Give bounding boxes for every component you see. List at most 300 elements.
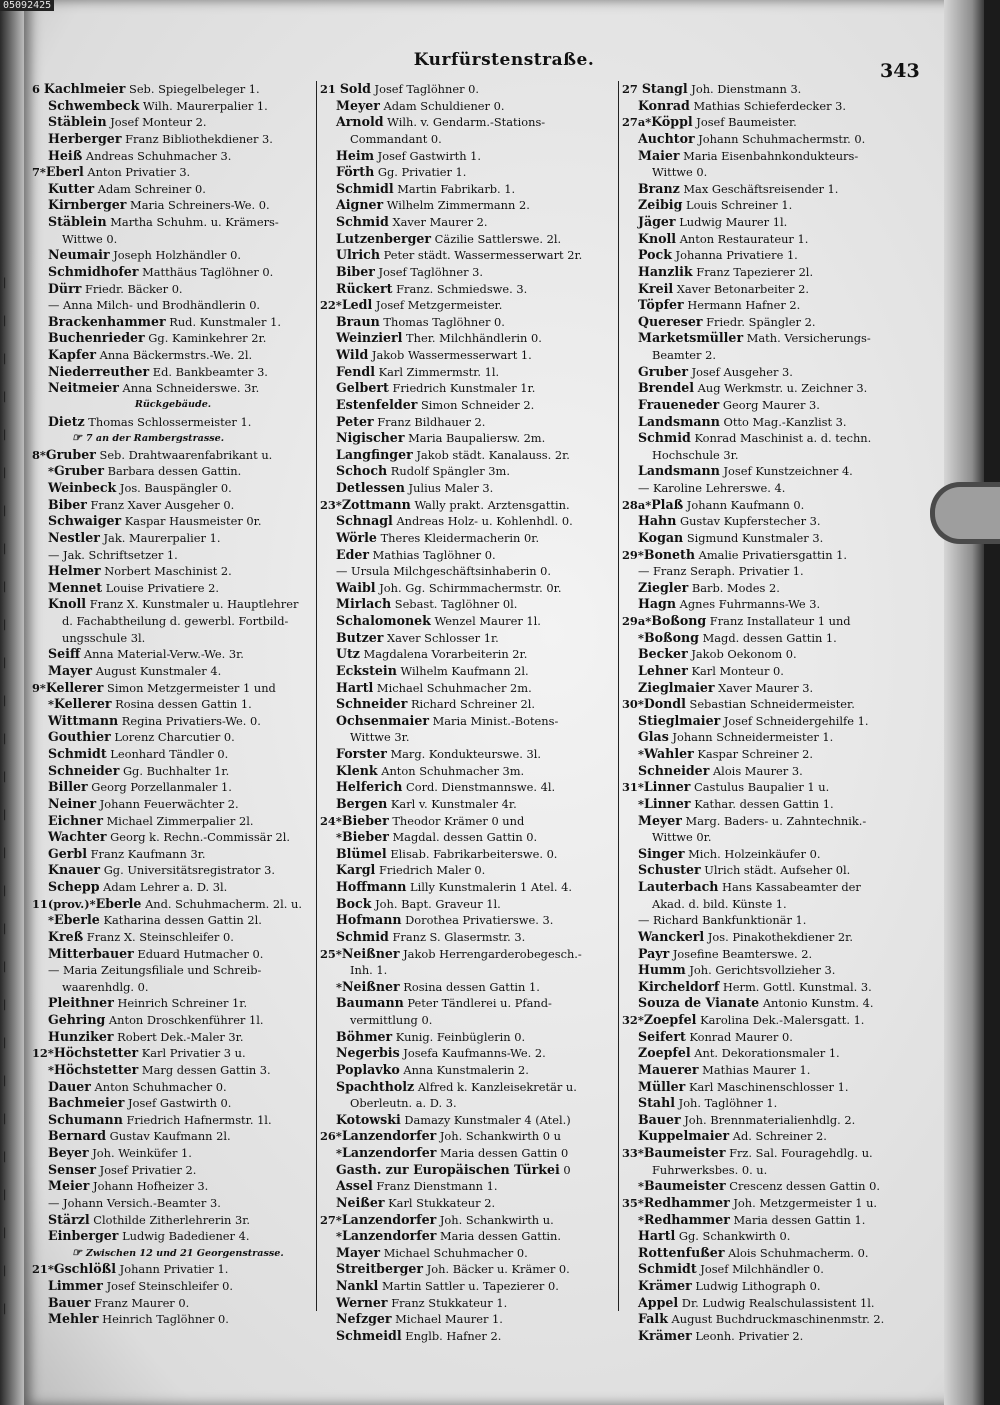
resident-details: Franz S. Glasermstr. 3.	[388, 929, 526, 944]
resident-surname: Hoffmann	[336, 879, 407, 894]
directory-entry	[622, 547, 918, 564]
directory-entry	[622, 979, 918, 996]
directory-entry	[320, 314, 616, 331]
directory-entry	[32, 1195, 314, 1212]
resident-surname: Schalomonek	[336, 613, 431, 628]
pointing-hand-icon: ☞	[72, 431, 82, 445]
directory-entry	[32, 630, 314, 647]
directory-entry	[32, 563, 314, 580]
resident-surname: Weinzierl	[336, 330, 403, 346]
resident-surname: Böhmer	[336, 1028, 393, 1044]
resident-surname: Streitberger	[336, 1261, 424, 1277]
directory-entry	[320, 813, 616, 830]
resident-surname: Wörle	[336, 529, 377, 545]
directory-entry	[32, 81, 314, 98]
resident-details: Joh. Schankwirth 0 u	[436, 1129, 561, 1144]
resident-surname: Ulrich	[336, 247, 381, 263]
house-number: *	[336, 1229, 342, 1244]
resident-details: Ludwig Lithograph 0.	[691, 1279, 821, 1293]
directory-entry	[32, 148, 314, 165]
resident-surname: Arnold	[336, 114, 384, 130]
directory-entry	[320, 281, 616, 298]
resident-surname: Hartl	[336, 679, 374, 695]
resident-surname: Schepp	[48, 879, 100, 894]
resident-details: Jos. Pinakothekdiener 2r.	[704, 929, 853, 944]
resident-surname: Schmid	[638, 430, 691, 446]
resident-surname: Lanzendorfer	[341, 1228, 437, 1244]
resident-surname: Sold	[339, 81, 371, 96]
resident-details: Barb. Modes 2.	[688, 580, 780, 595]
directory-entry	[622, 746, 918, 763]
directory-entry	[32, 796, 314, 813]
directory-entry	[320, 197, 616, 214]
resident-surname: Töpfer	[638, 297, 684, 313]
resident-details: Gg. Universitätsregistrator 3.	[100, 863, 275, 878]
directory-entry	[622, 1012, 918, 1029]
resident-details: Ed. Bankbeamter 3.	[149, 364, 268, 379]
resident-details: Jakob Wassermesserwart 1.	[368, 348, 532, 362]
resident-surname: Mirlach	[336, 596, 392, 612]
resident-details: Anton Schuhmacher 3m.	[377, 763, 525, 778]
resident-details: Alfred k. Kanzleisekretär u.	[414, 1079, 577, 1094]
directory-entry	[320, 1029, 616, 1046]
directory-entry	[32, 330, 314, 347]
resident-details: Maria dessen Gattin.	[436, 1229, 562, 1244]
resident-details: Johanna Privatiere 1.	[671, 248, 798, 263]
house-number: *	[638, 796, 644, 811]
resident-surname: Poplavko	[336, 1061, 400, 1077]
running-head: Kurfürstenstraße.	[413, 50, 595, 70]
directory-entry	[320, 962, 616, 979]
directory-entry	[320, 480, 616, 497]
directory-entry	[622, 513, 918, 530]
resident-surname: Kapfer	[48, 347, 96, 362]
resident-details: — Anna Milch- und Brodhändlerin 0.	[48, 298, 261, 313]
directory-entry	[320, 779, 616, 796]
resident-details: Englb. Hafner 2.	[401, 1328, 502, 1343]
directory-entry	[32, 1128, 314, 1145]
resident-details: Mathias Schieferdecker 3.	[689, 98, 847, 113]
resident-surname: Kargl	[336, 862, 376, 878]
resident-details: Dorothea Privatierswe. 3.	[401, 913, 554, 928]
resident-surname: Landsmann	[638, 463, 720, 479]
resident-details: Mathias Maurer 1.	[698, 1062, 811, 1077]
resident-surname: Schumann	[48, 1111, 123, 1127]
resident-surname: Falk	[638, 1311, 668, 1327]
resident-details: Josef Baumeister.	[692, 115, 797, 130]
resident-details: Wilhelm Kaufmann 2l.	[396, 663, 529, 678]
directory-entry	[320, 1311, 616, 1328]
resident-details: Matthäus Taglöhner 0.	[138, 264, 274, 279]
resident-details: Oberleutn. a. D. 3.	[350, 1096, 457, 1111]
house-number: 27a*	[622, 115, 652, 130]
spine-mark: │	[2, 1077, 8, 1087]
resident-details: Frz. Sal. Fouragehdlg. u.	[725, 1146, 873, 1160]
spine-mark: │	[2, 393, 8, 403]
resident-surname: Eichner	[48, 812, 104, 828]
resident-surname: Nefzger	[336, 1311, 392, 1327]
resident-surname: Schoch	[336, 463, 388, 479]
house-number: 29a*	[622, 614, 652, 628]
directory-entry	[320, 696, 616, 713]
resident-surname: Neiner	[48, 795, 97, 811]
resident-details: Math. Versicherungs-	[743, 331, 871, 346]
resident-surname: Schmidhofer	[48, 263, 139, 279]
directory-entry	[622, 796, 918, 813]
resident-details: Gg. Schankwirth 0.	[675, 1229, 791, 1244]
resident-details: Josef Gastwirth 1.	[374, 148, 482, 163]
directory-entry	[320, 1162, 616, 1179]
resident-surname: Mehler	[48, 1311, 99, 1327]
directory-entry	[622, 330, 918, 347]
directory-entry	[32, 247, 314, 264]
resident-surname: Stäblein	[48, 214, 107, 229]
resident-details: Karl Zimmermstr. 1l.	[375, 364, 500, 379]
paper-clip	[930, 482, 1000, 544]
resident-details: ungsschule 3l.	[62, 630, 146, 645]
resident-surname: Bock	[336, 895, 372, 911]
directory-entry	[622, 314, 918, 331]
directory-entry	[32, 962, 314, 979]
resident-details: Franz Maurer 0.	[90, 1295, 190, 1310]
resident-details: Franz Stukkateur 1.	[387, 1295, 508, 1310]
resident-details: Anton Privatier 3.	[83, 165, 191, 180]
directory-entry	[622, 1112, 918, 1129]
resident-surname: Bernard	[48, 1128, 107, 1144]
resident-details: Josef Kunstzeichner 4.	[719, 464, 853, 479]
house-number: 33*	[622, 1146, 644, 1160]
resident-surname: Einberger	[48, 1228, 119, 1244]
resident-surname: Dürr	[48, 280, 82, 296]
spine-mark: │	[2, 355, 8, 365]
resident-surname: Kutter	[48, 180, 95, 196]
directory-entry	[32, 1278, 314, 1295]
resident-details: Kaspar Schreiner 2.	[693, 747, 814, 761]
resident-details: Amalie Privatiersgattin 1.	[695, 547, 848, 562]
resident-details: Hans Kassabeamter der	[718, 880, 861, 894]
resident-details: Maria dessen Gattin 1.	[729, 1212, 866, 1227]
spine-mark: │	[2, 697, 8, 707]
resident-surname: Kreß	[48, 928, 84, 944]
spine-mark: │	[2, 583, 8, 593]
resident-surname: Souza de Vianate	[638, 995, 760, 1011]
resident-details: Josef Milchhändler 0.	[696, 1262, 824, 1277]
directory-entry	[622, 347, 918, 364]
resident-details: Franz Installateur 1 und	[706, 614, 851, 628]
resident-surname: Hahn	[638, 513, 677, 529]
directory-entry	[32, 1178, 314, 1195]
resident-surname: Heiß	[48, 147, 83, 163]
directory-entry	[32, 530, 314, 547]
resident-details: Franz Kaufmann 3r.	[87, 846, 206, 861]
resident-surname: Senser	[48, 1161, 97, 1177]
resident-surname: Rottenfußer	[638, 1244, 725, 1260]
resident-details: Josef Steinschleifer 0.	[102, 1279, 233, 1293]
directory-entry	[320, 896, 616, 913]
directory-entry	[622, 530, 918, 547]
resident-details: Simon Metzgermeister 1 und	[103, 680, 276, 695]
resident-details: Adam Schuldiener 0.	[379, 98, 505, 113]
house-number: 26*	[320, 1129, 342, 1144]
resident-details: Inh. 1.	[350, 963, 388, 978]
resident-details: Joh. Bapt. Graveur 1l.	[371, 896, 501, 911]
resident-details: Michael Schuhmacher 0.	[380, 1245, 528, 1260]
column-2	[320, 81, 616, 1345]
house-number: 7*	[32, 165, 46, 180]
resident-surname: Konrad	[638, 97, 690, 113]
house-number: 25*	[320, 946, 342, 961]
house-number: *	[336, 1146, 342, 1160]
resident-details: Adam Lehrer a. D. 3l.	[99, 880, 228, 894]
resident-details: Ant. Dekorationsmaler 1.	[690, 1046, 840, 1061]
resident-surname: Seifert	[638, 1028, 686, 1044]
resident-details: Andreas Schuhmacher 3.	[82, 148, 232, 163]
resident-details: Josefine Beamterswe. 2.	[669, 946, 813, 961]
resident-details: Sigmund Kunstmaler 3.	[683, 530, 824, 545]
resident-surname: Lehner	[638, 662, 688, 678]
house-number: *	[48, 1062, 54, 1077]
resident-details: Antonio Kunstm. 4.	[759, 996, 874, 1011]
directory-entry	[32, 463, 314, 480]
resident-surname: Bergen	[336, 795, 388, 811]
resident-details: Marg. Kondukteurswe. 3l.	[386, 747, 542, 761]
directory-entry	[320, 596, 616, 613]
resident-details: Aug Werkmstr. u. Zeichner 3.	[694, 381, 868, 396]
resident-details: Jakob Herrengarderobegesch.-	[399, 946, 582, 961]
directory-entry	[32, 547, 314, 564]
resident-details: Anton Restaurateur 1.	[676, 231, 809, 246]
resident-details: Wally prakt. Arztensgattin.	[410, 497, 570, 512]
resident-surname: Klenk	[336, 762, 378, 778]
resident-surname: Schnagl	[336, 513, 393, 529]
resident-details: Rosina dessen Gattin 1.	[399, 979, 540, 994]
resident-details: Gg. Privatier 1.	[374, 165, 467, 180]
resident-details: Louis Schreiner 1.	[682, 198, 793, 213]
directory-entry	[622, 1128, 918, 1145]
resident-details: Clothilde Zitherlehrerin 3r.	[89, 1212, 251, 1227]
spine-mark: │	[2, 507, 8, 517]
resident-surname: Stärzl	[48, 1211, 90, 1227]
resident-details: — Richard Bankfunktionär 1.	[638, 913, 807, 928]
resident-surname: Beyer	[48, 1145, 89, 1160]
resident-surname: Schmid	[336, 928, 389, 944]
directory-entry	[320, 1195, 616, 1212]
directory-entry	[32, 1212, 314, 1229]
resident-details: Robert Dek.-Maler 3r.	[113, 1029, 244, 1044]
directory-entry	[622, 1245, 918, 1262]
directory-entry	[32, 879, 314, 896]
directory-entry	[320, 1261, 616, 1278]
directory-entry	[32, 131, 314, 148]
directory-entry	[622, 214, 918, 231]
directory-entry	[622, 946, 918, 963]
directory-entry	[622, 1278, 918, 1295]
directory-entry	[32, 813, 314, 830]
resident-surname: Lutzenberger	[336, 230, 432, 246]
directory-page	[24, 0, 984, 1405]
resident-surname: Kogan	[638, 529, 684, 545]
directory-entry	[320, 131, 616, 148]
directory-entry	[32, 1062, 314, 1079]
resident-surname: Eder	[336, 546, 370, 562]
resident-details: Joh. Taglöhner 1.	[675, 1096, 778, 1111]
directory-entry	[32, 929, 314, 946]
resident-details: Johann Privatier 1.	[116, 1262, 229, 1277]
resident-surname: Blümel	[336, 845, 387, 861]
directory-entry	[622, 663, 918, 680]
resident-details: Joseph Holzhändler 0.	[109, 248, 241, 263]
directory-entry	[622, 596, 918, 613]
resident-details: 0	[559, 1162, 571, 1177]
directory-entry	[32, 680, 314, 697]
note-text: Zwischen 12 und 21 Georgenstrasse.	[85, 1247, 284, 1259]
resident-details: Marg dessen Gattin 3.	[138, 1062, 271, 1077]
directory-entry	[320, 1012, 616, 1029]
resident-details: Friedrich Kunstmaler 1r.	[388, 381, 536, 396]
resident-surname: Bauer	[48, 1294, 91, 1310]
resident-details: Franz Bibliothekdiener 3.	[121, 131, 273, 146]
directory-entry	[320, 397, 616, 414]
resident-surname: Hartl	[638, 1228, 676, 1244]
resident-surname: Pleithner	[48, 995, 114, 1011]
directory-entry	[320, 929, 616, 946]
spine-mark: │	[2, 1191, 8, 1201]
directory-entry	[622, 1195, 918, 1212]
directory-entry	[622, 447, 918, 464]
resident-surname: Biller	[48, 779, 88, 795]
resident-details: Leonh. Privatier 2.	[691, 1328, 804, 1343]
directory-entry	[32, 347, 314, 364]
directory-entry	[32, 181, 314, 198]
resident-surname: Neißner	[341, 945, 400, 961]
directory-entry	[320, 1228, 616, 1245]
resident-details: Georg Porzellanmaler 1.	[87, 780, 232, 795]
resident-surname: Mitterbauer	[48, 945, 134, 961]
resident-surname: Waibl	[336, 579, 376, 595]
resident-details: Franz Xaver Ausgeher 0.	[86, 497, 235, 512]
spine-mark: │	[2, 887, 8, 897]
directory-entry	[32, 1295, 314, 1312]
resident-details: Josefa Kaufmanns-We. 2.	[399, 1046, 546, 1061]
resident-details: Max Geschäftsreisender 1.	[679, 181, 839, 196]
directory-entry	[320, 1212, 616, 1229]
directory-entry	[622, 729, 918, 746]
resident-surname: Linner	[643, 795, 691, 811]
directory-entry	[622, 929, 918, 946]
resident-surname: Gelbert	[336, 380, 389, 396]
resident-surname: Schmidt	[638, 1261, 697, 1277]
resident-surname: Dauer	[48, 1078, 91, 1094]
resident-surname: Becker	[638, 646, 688, 662]
directory-entry	[320, 463, 616, 480]
resident-surname: Kreil	[638, 280, 674, 296]
directory-entry	[32, 1112, 314, 1129]
directory-entry	[32, 297, 314, 314]
resident-details: Wenzel Maurer 1l.	[430, 614, 541, 628]
directory-entry	[320, 1079, 616, 1096]
resident-details: Thomas Taglöhner 0.	[379, 314, 505, 329]
directory-entry	[320, 430, 616, 447]
resident-details: Leonhard Tändler 0.	[106, 747, 229, 761]
resident-surname: Hunziker	[48, 1028, 114, 1044]
resident-details: Barbara dessen Gattin.	[103, 464, 242, 479]
directory-entry	[320, 114, 616, 131]
resident-surname: Bachmeier	[48, 1095, 125, 1111]
resident-details: Kunig. Feinbüglerin 0.	[392, 1029, 526, 1044]
resident-details: Marg. Baders- u. Zahntechnik.-	[681, 813, 867, 828]
directory-entry	[320, 680, 616, 697]
resident-details: Wittwe 3r.	[350, 730, 410, 745]
directory-entry	[622, 580, 918, 597]
house-number: 22*	[320, 298, 342, 313]
resident-details: Ludwig Badediener 4.	[118, 1229, 250, 1244]
resident-surname: Krämer	[638, 1278, 692, 1293]
resident-surname: Kotowski	[336, 1111, 401, 1127]
house-number: 29*	[622, 547, 644, 562]
directory-entry	[622, 896, 918, 913]
directory-entry	[32, 779, 314, 796]
resident-surname: Singer	[638, 845, 685, 861]
resident-surname: Gerbl	[48, 845, 87, 861]
resident-details: Maria Eisenbahnkondukteurs-	[679, 148, 859, 163]
resident-surname: Schuster	[638, 862, 701, 878]
resident-surname: Müller	[638, 1078, 686, 1094]
directory-entry	[622, 962, 918, 979]
resident-details: Friedr. Bäcker 0.	[81, 281, 183, 296]
resident-details: Gg. Buchhalter 1r.	[119, 763, 230, 778]
directory-entry	[622, 430, 918, 447]
resident-details: Maria dessen Gattin 0	[436, 1146, 569, 1160]
resident-details: Kathar. dessen Gattin 1.	[690, 796, 834, 811]
resident-surname: Brackenhammer	[48, 313, 166, 329]
directory-entry	[32, 613, 314, 630]
resident-details: Dr. Ludwig Realschulassistent 1l.	[678, 1295, 875, 1310]
directory-entry	[32, 979, 314, 996]
directory-entry	[622, 1029, 918, 1046]
resident-surname: Butzer	[336, 629, 384, 645]
directory-entry	[622, 613, 918, 630]
directory-entry	[320, 264, 616, 281]
pointing-hand-icon: ☞	[72, 1245, 82, 1259]
resident-surname: Helmer	[48, 563, 101, 579]
resident-details: Joh. Bäcker u. Krämer 0.	[423, 1262, 570, 1277]
resident-details: Hochschule 3r.	[652, 447, 739, 462]
directory-entry	[320, 713, 616, 730]
resident-details: Anton Droschkenführer 1l.	[105, 1013, 264, 1027]
directory-entry	[622, 164, 918, 181]
resident-surname: Peter	[336, 413, 374, 429]
resident-surname: Wanckerl	[638, 928, 705, 944]
spine-mark: │	[2, 1039, 8, 1049]
house-number: *	[336, 979, 342, 994]
resident-details: Franz X. Kunstmaler u. Hauptlehrer	[86, 597, 299, 612]
resident-details: Simon Schneider 2.	[417, 397, 535, 412]
resident-details: Johann Hofheizer 3.	[89, 1179, 209, 1194]
directory-entry	[320, 81, 616, 98]
directory-entry	[622, 264, 918, 281]
resident-details: Johann Schneidermeister 1.	[668, 730, 834, 745]
directory-entry	[32, 214, 314, 231]
resident-details: Wittwe 0.	[652, 165, 708, 180]
directory-entry	[32, 1045, 314, 1062]
resident-surname: Köppl	[651, 114, 693, 130]
resident-details: Anna Kunstmalerin 2.	[399, 1062, 529, 1077]
resident-details: Johann Schuhmachermstr. 0.	[694, 131, 866, 146]
directory-entry	[32, 1311, 314, 1328]
directory-entry	[320, 297, 616, 314]
directory-entry	[32, 1029, 314, 1046]
resident-details: Ludwig Maurer 1l.	[675, 215, 788, 229]
